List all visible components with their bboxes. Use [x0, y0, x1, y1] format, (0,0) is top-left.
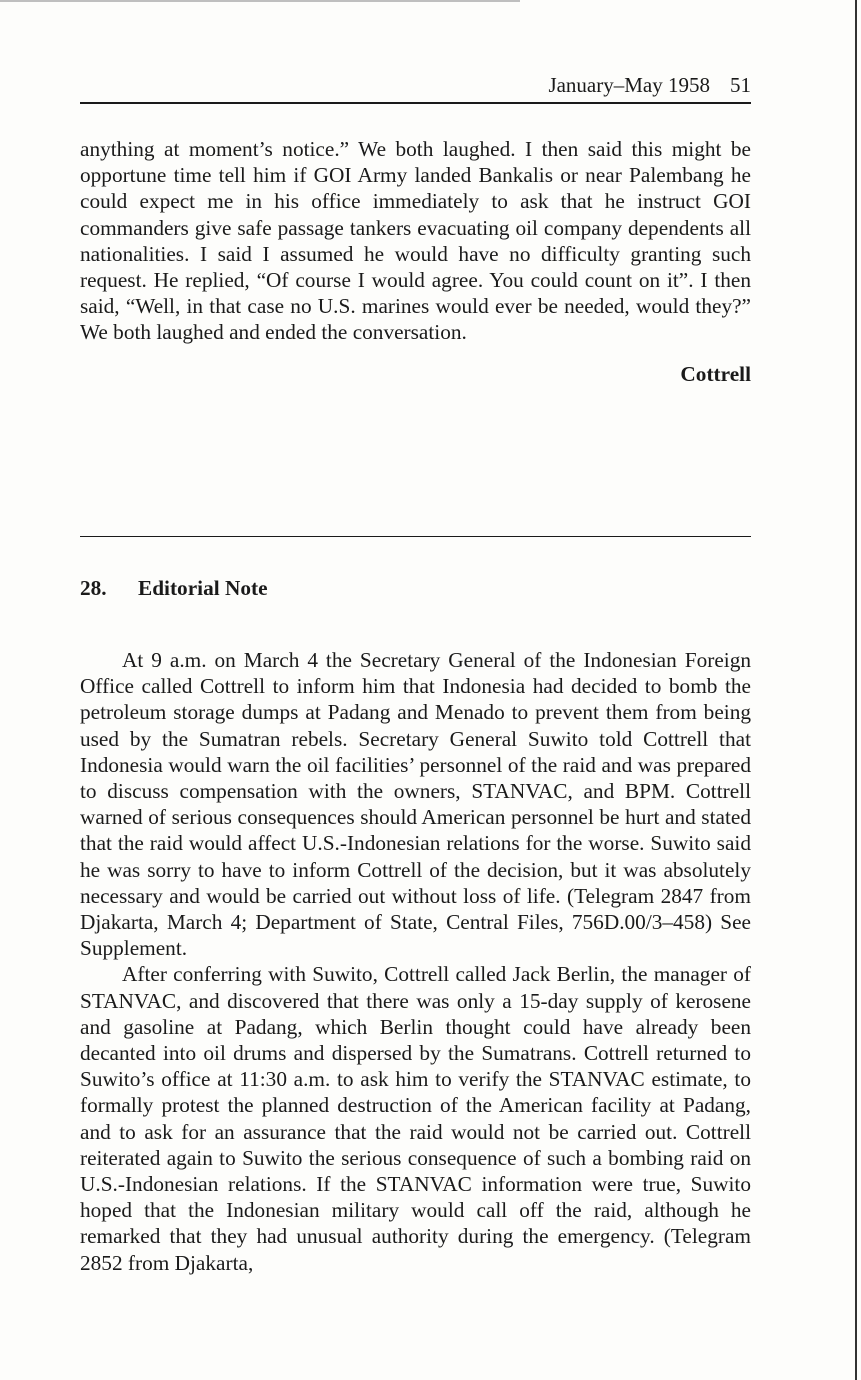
page-number: 51 [730, 73, 751, 97]
section-title: Editorial Note [138, 576, 268, 600]
signature: Cottrell [680, 362, 751, 386]
continued-telegram-text [80, 136, 751, 346]
paragraph: At 9 a.m. on March 4 the Secretary General of the Indonesian Foreign Office called Cottrell to inform him that Indonesia had decided to bomb the petroleum storage dumps at Padang and Menado to prevent them from being used by the Sumatran rebels. Secretary General Suwito told Cottrell that Indonesia would warn the oil facilities’ personnel of the raid and was prepared to discuss compensation with the owners, STANVAC, and BPM. Cottrell warned of serious consequences should American personnel be hurt and stated that the raid would affect U.S.-Indonesian relations for the worse. Suwito said he was sorry to have to inform Cottrell of the decision, but it was absolutely necessary and would be carried out without loss of life. (Telegram 2847 from Djakarta, March 4; Department of State, Central Files, 756D.00/3–458) See Supplement. [80, 648, 751, 961]
section-heading [80, 575, 751, 601]
running-head-text [548, 72, 751, 98]
section-divider [80, 536, 751, 537]
paragraph: After conferring with Suwito, Cottrell called Jack Berlin, the manager of STANVAC, and discovered that there was only a 15-day supply of kerosene and gasoline at Padang, which Berlin thought could have already been decanted into oil drums and dispersed by the Sumatrans. Cottrell returned to Suwito’s office at 11:30 a.m. to ask him to verify the STANVAC estimate, to formally protest the planned destruction of the American facility at Padang, and to ask for an assurance that the raid would not be carried out. Cottrell reiterated again to Suwito the serious consequence of such a bombing raid on U.S.-Indonesian relations. If the STANVAC information were true, Suwito hoped that the Indonesian military would call off the raid, although he remarked that they had unusual authority during the emergency. (Telegram 2852 from Djakarta, [80, 962, 751, 1275]
running-head-title: January–May 1958 [548, 73, 710, 97]
scan-right-edge-line [855, 0, 857, 1380]
editorial-note-body [80, 647, 751, 1276]
paragraph: anything at moment’s notice.” We both laughed. I then said this might be opportune time tell him if GOI Army landed Bankalis or near Palembang he could expect me in his office immediately to ask that he instruct GOI commanders give safe passage tankers evacuating oil company dependents all nationalities. I said I assumed he would have no difficulty granting such request. He replied, “Of course I would agree. You could count on it”. I then said, “Well, in that case no U.S. marines would ever be needed, would they?” We both laughed and ended the conversation. [80, 137, 751, 345]
running-head [80, 72, 751, 104]
scan-top-edge-rule [0, 0, 520, 2]
section-number: 28. [80, 576, 107, 600]
